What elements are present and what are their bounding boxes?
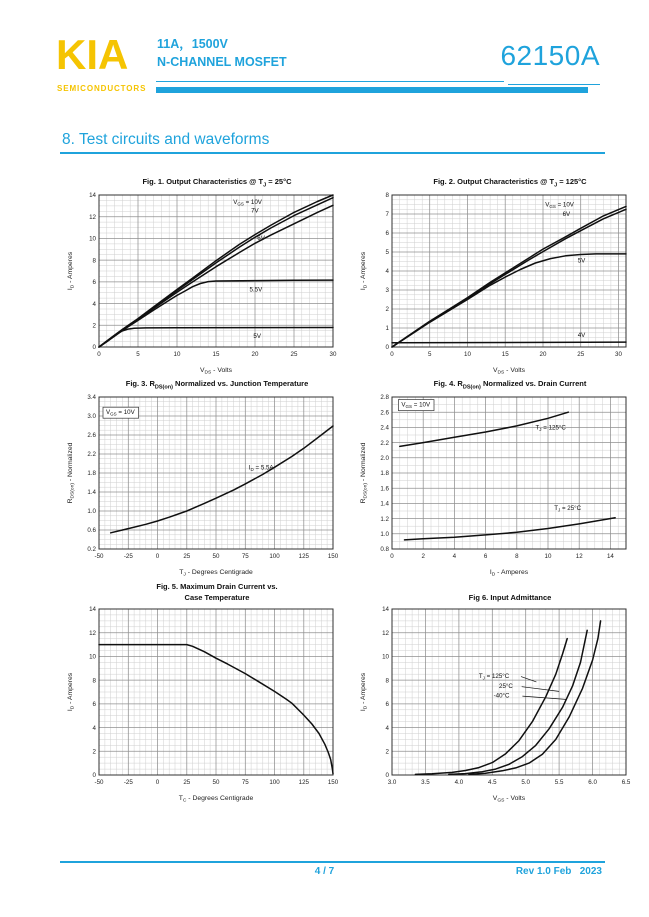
svg-text:12: 12 <box>575 553 583 560</box>
kia-logo: KIA <box>56 31 129 78</box>
header-rule-thick <box>156 87 588 93</box>
svg-text:ID - Amperes: $I_D$ - Amperes <box>67 672 76 712</box>
svg-text:2: 2 <box>385 748 389 756</box>
svg-text:75: 75 <box>241 553 249 560</box>
section-underline <box>60 152 605 154</box>
svg-text:0: 0 <box>385 344 389 352</box>
svg-text:0.8: 0.8 <box>380 546 389 554</box>
footer-page-indicator: 4 / 7 <box>314 866 335 877</box>
svg-text:6V: 6V <box>257 234 265 242</box>
svg-text:3.0: 3.0 <box>387 779 397 786</box>
svg-text:20: 20 <box>251 351 259 358</box>
svg-text:1.8: 1.8 <box>380 470 389 478</box>
svg-text:4: 4 <box>92 300 96 308</box>
svg-text:0: 0 <box>92 344 96 352</box>
svg-text:3.5: 3.5 <box>421 779 430 786</box>
svg-text:VGS = 10V: $V_{GS} = 10V$ <box>545 201 574 209</box>
svg-text:VDS - Volts: $V_{DS}$ - Volts <box>199 367 233 375</box>
fig1-output-characteristics-25c <box>63 176 345 375</box>
svg-text:6: 6 <box>385 230 389 238</box>
fig2-chart <box>356 189 638 375</box>
fig2-title: Fig. 2. Output Characteristics @ $T_J = 125^\circ C$ <box>433 177 587 189</box>
svg-text:1.2: 1.2 <box>380 515 389 523</box>
fig6-chart <box>356 603 638 803</box>
svg-text:10: 10 <box>89 235 96 243</box>
svg-text:VDS - Volts: $V_{DS}$ - Volts <box>492 367 526 375</box>
svg-text:10: 10 <box>544 553 552 560</box>
svg-text:25: 25 <box>183 553 191 560</box>
svg-text:6: 6 <box>92 279 96 287</box>
fig5-max-drain-current-vs-case-temperature <box>63 578 345 803</box>
fig3-rdson-vs-junction-temperature <box>63 378 345 577</box>
svg-text:25: 25 <box>183 779 191 786</box>
svg-text:14: 14 <box>89 192 96 200</box>
svg-text:VGS = 10V: $V_{GS} = 10V$ <box>106 409 135 417</box>
svg-text:0.2: 0.2 <box>87 546 96 554</box>
svg-text:2: 2 <box>92 322 96 330</box>
svg-text:-40°C: -40°C <box>493 692 510 700</box>
svg-text:100: 100 <box>269 553 280 560</box>
svg-text:ID - Amperes: $I_D$ - Amperes <box>67 251 76 291</box>
svg-text:5.0: 5.0 <box>521 779 531 786</box>
svg-text:2.2: 2.2 <box>380 439 389 447</box>
part-spec <box>157 35 287 71</box>
svg-text:6.0: 6.0 <box>588 779 597 786</box>
svg-text:3.4: 3.4 <box>87 394 96 402</box>
svg-text:2: 2 <box>421 553 425 560</box>
svg-text:12: 12 <box>382 629 389 637</box>
svg-text:1.8: 1.8 <box>87 470 96 478</box>
svg-text:1.6: 1.6 <box>380 485 389 493</box>
svg-text:5V: 5V <box>253 333 261 341</box>
svg-text:15: 15 <box>501 351 509 358</box>
svg-text:TJ - Degrees Centigrade: $T_J$ - Degrees Centigrade <box>179 569 253 577</box>
svg-text:8: 8 <box>515 553 519 560</box>
svg-text:25: 25 <box>577 351 585 358</box>
svg-text:1.4: 1.4 <box>380 500 389 508</box>
svg-text:0.6: 0.6 <box>87 527 96 535</box>
svg-text:8: 8 <box>92 677 96 685</box>
svg-text:50: 50 <box>212 779 220 786</box>
svg-text:5: 5 <box>427 351 432 358</box>
svg-text:0: 0 <box>385 772 389 780</box>
spec-rating: 11A，1500V <box>157 37 228 51</box>
svg-text:5V: 5V <box>577 257 586 265</box>
svg-text:TJ = 125°C: $T_J = 125^\circ C$ <box>478 673 510 681</box>
svg-text:10: 10 <box>464 351 471 358</box>
svg-text:1: 1 <box>385 325 389 333</box>
svg-text:3: 3 <box>385 287 389 295</box>
header-rule-thin <box>156 81 504 82</box>
svg-text:4V: 4V <box>577 332 586 340</box>
footer-rule <box>60 861 605 863</box>
svg-text:10: 10 <box>382 653 389 661</box>
svg-text:-50: -50 <box>94 779 104 786</box>
svg-text:25: 25 <box>290 351 298 358</box>
fig5-title-line2: Case Temperature <box>184 593 250 602</box>
svg-text:0: 0 <box>92 772 96 780</box>
svg-text:6.5: 6.5 <box>621 779 631 786</box>
svg-text:ID - Amperes: $I_D$ - Amperes <box>360 672 369 712</box>
svg-text:8: 8 <box>385 677 389 685</box>
fig5-chart <box>63 603 345 803</box>
svg-text:-25: -25 <box>123 553 133 560</box>
svg-text:100: 100 <box>269 779 280 786</box>
svg-text:7: 7 <box>385 211 389 219</box>
svg-text:10: 10 <box>173 351 181 358</box>
svg-text:5: 5 <box>385 249 389 257</box>
svg-text:5.5: 5.5 <box>554 779 564 786</box>
svg-text:1.0: 1.0 <box>87 508 96 516</box>
fig1-chart <box>63 189 345 375</box>
svg-text:25°C: 25°C <box>499 683 513 691</box>
svg-text:4: 4 <box>385 724 389 732</box>
svg-text:2: 2 <box>92 748 96 756</box>
svg-text:8: 8 <box>385 192 389 200</box>
svg-text:TJ = 25°C: $T_J = 25^\circ C$ <box>554 505 582 513</box>
svg-text:50: 50 <box>212 553 220 560</box>
svg-text:VGS = 10V: $V_{GS} = 10V$ <box>401 401 431 410</box>
svg-text:RDS(on) - Normalized: $R_{DS(on)}$ - Normalized <box>360 442 369 504</box>
footer-revision: Rev 1.0 Feb 2023 <box>515 866 602 877</box>
fig2-output-characteristics-125c <box>356 176 638 375</box>
svg-text:1.0: 1.0 <box>380 531 389 538</box>
svg-text:10: 10 <box>89 653 96 661</box>
fig3-title: Fig. 3. $R_{DS(on)}$ Normalized vs. Junction Temperature <box>125 379 309 391</box>
fig6-title: Fig 6. Input Admittance <box>468 593 552 602</box>
fig4-rdson-vs-drain-current <box>356 378 638 577</box>
svg-text:4: 4 <box>452 553 457 560</box>
svg-text:2.6: 2.6 <box>87 432 96 440</box>
svg-text:12: 12 <box>89 629 96 637</box>
svg-text:5.5V: 5.5V <box>249 286 263 294</box>
svg-text:0: 0 <box>390 351 394 358</box>
svg-text:8: 8 <box>92 257 96 265</box>
svg-text:14: 14 <box>606 553 614 560</box>
fig3-chart <box>63 391 345 577</box>
svg-text:6: 6 <box>92 701 96 709</box>
svg-text:2: 2 <box>385 306 389 314</box>
svg-text:2.2: 2.2 <box>87 451 96 459</box>
svg-text:4: 4 <box>92 724 96 732</box>
svg-text:4.0: 4.0 <box>454 779 464 786</box>
svg-text:VGS - Volts: $V_{GS}$ - Volts <box>492 795 526 803</box>
svg-text:-50: -50 <box>94 553 104 560</box>
spec-type: N-CHANNEL MOSFET <box>157 55 287 69</box>
svg-text:-25: -25 <box>123 779 133 786</box>
svg-text:6V: 6V <box>562 211 571 218</box>
svg-text:0: 0 <box>390 553 394 560</box>
svg-text:RDS(on) - Normalized: $R_{DS(on)}$ - Normalized <box>67 442 76 504</box>
svg-text:14: 14 <box>89 606 96 614</box>
fig5-title-line1: Fig. 5. Maximum Drain Current vs. <box>156 582 278 591</box>
section-title: 8. Test circuits and waveforms <box>62 131 270 148</box>
svg-text:ID - Amperes: $I_D$ - Amperes <box>489 569 529 577</box>
svg-text:15: 15 <box>212 351 220 358</box>
svg-text:ID - Amperes: $I_D$ - Amperes <box>360 251 369 291</box>
svg-text:1.4: 1.4 <box>87 489 96 497</box>
svg-text:6: 6 <box>483 553 488 560</box>
svg-text:7V: 7V <box>251 207 259 215</box>
svg-text:ID = 5.5A: $I_D = 5.5A$ <box>248 464 274 472</box>
logo-subtitle: SEMICONDUCTORS <box>57 84 147 93</box>
svg-text:12: 12 <box>89 213 96 221</box>
svg-text:150: 150 <box>327 553 339 560</box>
svg-text:150: 150 <box>327 779 339 786</box>
svg-text:4: 4 <box>385 268 389 276</box>
svg-text:0: 0 <box>97 351 101 358</box>
svg-text:20: 20 <box>539 351 547 358</box>
fig1-title: Fig. 1. Output Characteristics @ $T_J = 25^\circ C$ <box>142 177 292 189</box>
svg-text:125: 125 <box>298 779 309 786</box>
svg-text:2.6: 2.6 <box>380 409 389 417</box>
svg-text:125: 125 <box>298 553 309 560</box>
svg-text:0: 0 <box>155 779 160 786</box>
header-rule-thin-right <box>508 84 600 85</box>
svg-text:2.8: 2.8 <box>380 394 389 402</box>
svg-text:30: 30 <box>615 351 622 358</box>
svg-text:3.0: 3.0 <box>87 413 96 421</box>
svg-text:0: 0 <box>155 553 160 560</box>
svg-text:4.5: 4.5 <box>487 779 497 786</box>
part-number: 62150A <box>500 40 600 71</box>
svg-text:6: 6 <box>385 701 389 709</box>
svg-text:5: 5 <box>136 351 140 358</box>
svg-text:14: 14 <box>382 606 389 614</box>
svg-text:2.0: 2.0 <box>380 455 389 462</box>
svg-text:TC - Degrees Centigrade: $T_C$ - Degrees Centigrade <box>178 795 254 803</box>
fig4-title: Fig. 4. $R_{DS(on)}$ Normalized vs. Drain Current <box>433 379 587 391</box>
svg-text:2.4: 2.4 <box>380 424 389 432</box>
svg-text:VGS = 10V: $V_{GS} = 10V$ <box>233 199 262 207</box>
fig6-input-admittance <box>356 578 638 803</box>
svg-text:30: 30 <box>329 351 337 358</box>
svg-text:75: 75 <box>241 779 249 786</box>
fig4-chart <box>356 391 638 577</box>
svg-text:TJ = 125°C: $T_J = 125^\circ C$ <box>535 424 566 432</box>
